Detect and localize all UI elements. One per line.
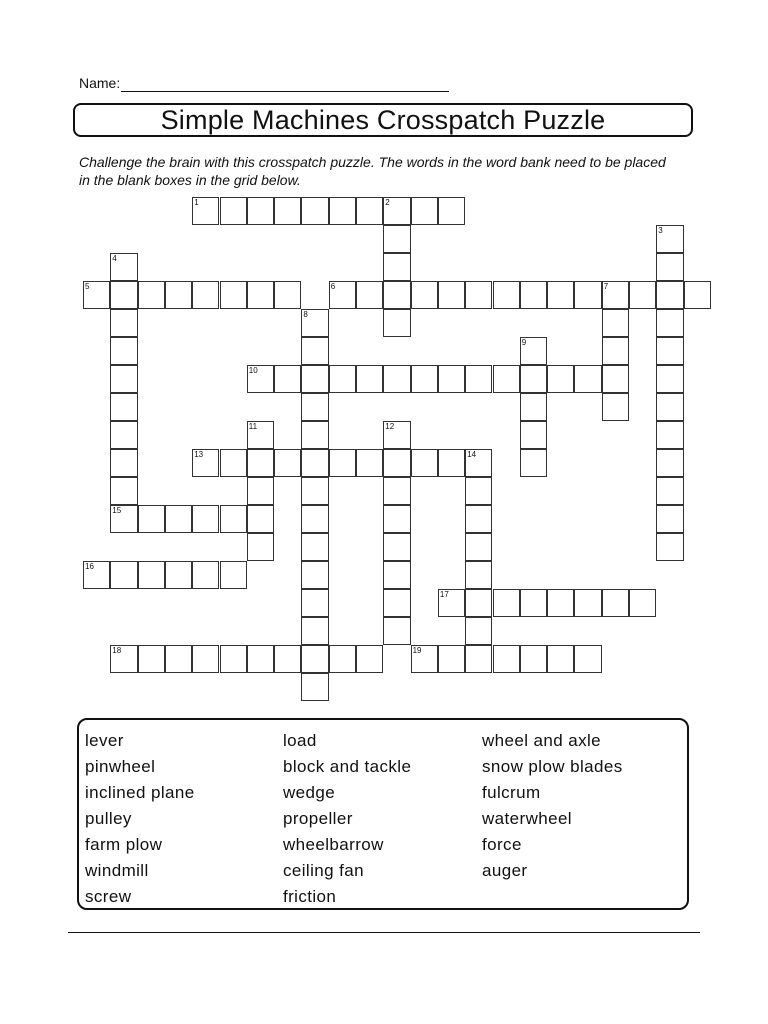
clue-number: 3 — [658, 226, 663, 235]
word-bank-item: propeller — [283, 809, 353, 828]
word-bank-item: wedge — [283, 783, 336, 802]
word-bank-item: lever — [85, 731, 124, 750]
grid-cell[interactable] — [329, 365, 356, 393]
grid-cell[interactable] — [629, 281, 656, 309]
page-title: Simple Machines Crosspatch Puzzle — [160, 104, 606, 135]
word-bank-item: waterwheel — [482, 809, 572, 828]
grid-cell[interactable] — [438, 281, 465, 309]
grid-cell[interactable] — [465, 645, 492, 673]
grid-cell[interactable] — [247, 645, 274, 673]
clue-number: 9 — [521, 338, 527, 347]
clue-number: 11 — [248, 422, 258, 431]
grid-cell[interactable] — [247, 505, 274, 533]
grid-cell[interactable] — [247, 477, 274, 505]
grid-cell[interactable] — [220, 281, 247, 309]
clue-number: 7 — [603, 282, 609, 291]
grid-cell[interactable] — [301, 561, 328, 589]
word-bank-item: farm plow — [85, 835, 163, 854]
grid-cell[interactable] — [247, 281, 274, 309]
clue-number: 17 — [439, 590, 449, 599]
grid-cell[interactable] — [520, 645, 547, 673]
grid-cell[interactable] — [301, 617, 328, 645]
grid-cell[interactable] — [520, 589, 547, 617]
grid-cell[interactable] — [547, 645, 574, 673]
grid-cell[interactable] — [110, 561, 137, 589]
grid-cell[interactable] — [110, 449, 137, 477]
grid-cell[interactable] — [493, 589, 520, 617]
word-bank-item: ceiling fan — [283, 861, 364, 880]
grid-cell[interactable] — [301, 197, 328, 225]
grid-cell[interactable] — [684, 281, 711, 309]
grid-cell[interactable] — [383, 589, 410, 617]
grid-cell[interactable] — [656, 281, 683, 309]
grid-cell[interactable] — [574, 589, 601, 617]
grid-cell[interactable] — [247, 449, 274, 477]
grid-cell[interactable] — [602, 365, 629, 393]
word-bank-item: pulley — [85, 809, 132, 828]
grid-cell[interactable] — [438, 197, 465, 225]
grid-cell[interactable] — [329, 197, 356, 225]
grid-cell[interactable] — [602, 309, 629, 337]
grid-cell[interactable] — [329, 449, 356, 477]
grid-cell[interactable] — [383, 225, 410, 253]
grid-cell[interactable] — [247, 197, 274, 225]
grid-cell[interactable] — [274, 281, 301, 309]
grid-cell[interactable] — [383, 449, 410, 477]
grid-cell[interactable] — [465, 505, 492, 533]
grid-cell[interactable] — [520, 281, 547, 309]
grid-cell[interactable] — [110, 477, 137, 505]
grid-cell[interactable] — [411, 281, 438, 309]
clue-number: 4 — [112, 254, 117, 263]
grid-cell[interactable] — [110, 281, 137, 309]
grid-cell[interactable] — [329, 645, 356, 673]
grid-cell[interactable] — [383, 617, 410, 645]
grid-cell[interactable] — [547, 365, 574, 393]
clue-number: 12 — [385, 422, 395, 431]
word-bank-item: friction — [283, 887, 337, 906]
grid-cell[interactable] — [574, 365, 601, 393]
grid-cell[interactable] — [465, 589, 492, 617]
grid-cell[interactable] — [656, 337, 683, 365]
grid-cell[interactable] — [356, 365, 383, 393]
grid-cell[interactable] — [165, 505, 192, 533]
grid-cell[interactable] — [165, 561, 192, 589]
grid-cell[interactable] — [301, 337, 328, 365]
grid-cell[interactable] — [602, 393, 629, 421]
grid-cell[interactable] — [301, 449, 328, 477]
grid-cell[interactable] — [465, 365, 492, 393]
grid-cell[interactable] — [602, 589, 629, 617]
grid-cell[interactable] — [547, 281, 574, 309]
grid-cell[interactable] — [520, 393, 547, 421]
grid-cell[interactable] — [438, 365, 465, 393]
grid-cell[interactable] — [656, 393, 683, 421]
grid-cell[interactable] — [301, 673, 328, 701]
grid-cell[interactable] — [356, 645, 383, 673]
grid-cell[interactable] — [165, 281, 192, 309]
grid-cell[interactable] — [274, 645, 301, 673]
grid-cell[interactable] — [192, 561, 219, 589]
grid-cell[interactable] — [656, 449, 683, 477]
name-label: Name: — [79, 75, 121, 91]
clue-number: 18 — [112, 646, 122, 655]
grid-cell[interactable] — [438, 645, 465, 673]
grid-cell[interactable] — [110, 365, 137, 393]
grid-cell[interactable] — [274, 449, 301, 477]
grid-cell[interactable] — [629, 589, 656, 617]
grid-cell[interactable] — [411, 197, 438, 225]
grid-cell[interactable] — [301, 393, 328, 421]
footer-rule — [68, 932, 700, 933]
grid-cell[interactable] — [274, 365, 301, 393]
grid-cell[interactable] — [520, 421, 547, 449]
word-bank — [77, 718, 689, 910]
clue-number: 15 — [112, 506, 122, 515]
grid-cell[interactable] — [383, 253, 410, 281]
word-bank-column-2 — [283, 728, 411, 910]
grid-cell[interactable] — [493, 281, 520, 309]
word-bank-item: screw — [85, 887, 132, 906]
clue-number: 16 — [85, 562, 94, 571]
grid-cell[interactable] — [438, 449, 465, 477]
grid-cell[interactable] — [656, 477, 683, 505]
grid-cell[interactable] — [574, 281, 601, 309]
grid-cell[interactable] — [465, 561, 492, 589]
grid-cell[interactable] — [656, 505, 683, 533]
word-bank-item: inclined plane — [85, 783, 195, 802]
grid-cell[interactable] — [220, 449, 247, 477]
grid-cell[interactable] — [493, 645, 520, 673]
grid-cell[interactable] — [110, 337, 137, 365]
clue-number: 10 — [248, 366, 258, 375]
grid-cell[interactable] — [383, 561, 410, 589]
grid-cell[interactable] — [465, 533, 492, 561]
grid-cell[interactable] — [602, 337, 629, 365]
grid-cell[interactable] — [220, 561, 247, 589]
grid-cell[interactable] — [301, 505, 328, 533]
grid-cell[interactable] — [138, 561, 165, 589]
word-bank-column-3 — [482, 728, 623, 884]
clue-number: 5 — [85, 282, 90, 291]
word-bank-item: wheelbarrow — [283, 835, 384, 854]
grid-cell[interactable] — [220, 505, 247, 533]
word-bank-column-1 — [85, 728, 195, 910]
grid-cell[interactable] — [520, 365, 547, 393]
grid-cell[interactable] — [301, 589, 328, 617]
grid-cell[interactable] — [411, 449, 438, 477]
grid-cell[interactable] — [383, 309, 410, 337]
grid-cell[interactable] — [520, 449, 547, 477]
clue-number: 14 — [467, 450, 477, 459]
grid-cell[interactable] — [465, 477, 492, 505]
clue-number: 8 — [303, 310, 308, 319]
grid-cell[interactable] — [656, 253, 683, 281]
clue-number: 1 — [194, 198, 199, 207]
instructions: Challenge the brain with this crosspatch puzzle. The words in the word bank need to be placed in the blank boxes in the grid below. — [79, 154, 666, 188]
grid-cell[interactable] — [138, 645, 165, 673]
grid-cell[interactable] — [656, 533, 683, 561]
grid-cell[interactable] — [411, 365, 438, 393]
grid-cell[interactable] — [383, 505, 410, 533]
grid-cell[interactable] — [493, 365, 520, 393]
grid-cell[interactable] — [192, 505, 219, 533]
word-bank-item: force — [482, 835, 522, 854]
grid-cell[interactable] — [656, 365, 683, 393]
clue-number: 13 — [194, 450, 204, 459]
grid-cell[interactable] — [220, 645, 247, 673]
clue-number: 2 — [385, 198, 390, 207]
grid-cell[interactable] — [356, 281, 383, 309]
word-bank-item: load — [283, 731, 317, 750]
grid-cell[interactable] — [356, 449, 383, 477]
grid-cell[interactable] — [547, 589, 574, 617]
word-bank-item: pinwheel — [85, 757, 156, 776]
grid-cell[interactable] — [383, 365, 410, 393]
grid-cell[interactable] — [383, 533, 410, 561]
grid-cell[interactable] — [274, 197, 301, 225]
grid-cell[interactable] — [465, 617, 492, 645]
clue-number: 19 — [412, 646, 422, 655]
grid-cell[interactable] — [465, 281, 492, 309]
grid-cell[interactable] — [192, 281, 219, 309]
grid-cell[interactable] — [138, 281, 165, 309]
grid-cell[interactable] — [574, 645, 601, 673]
grid-cell[interactable] — [356, 197, 383, 225]
grid-cell[interactable] — [301, 421, 328, 449]
word-bank-item: auger — [482, 861, 528, 880]
word-bank-item: fulcrum — [482, 783, 541, 802]
word-bank-item: block and tackle — [283, 757, 412, 776]
grid-cell[interactable] — [165, 645, 192, 673]
grid-cell[interactable] — [110, 421, 137, 449]
grid-cell[interactable] — [110, 309, 137, 337]
clue-number: 6 — [330, 282, 336, 291]
grid-cell[interactable] — [656, 421, 683, 449]
grid-cell[interactable] — [301, 477, 328, 505]
grid-cell[interactable] — [301, 533, 328, 561]
grid-cell[interactable] — [383, 281, 410, 309]
grid-cell[interactable] — [383, 477, 410, 505]
grid-cell[interactable] — [301, 645, 328, 673]
word-bank-item: snow plow blades — [482, 757, 623, 776]
grid-cell[interactable] — [220, 197, 247, 225]
grid-cell[interactable] — [247, 533, 274, 561]
grid-cell[interactable] — [301, 365, 328, 393]
grid-cell[interactable] — [656, 309, 683, 337]
word-bank-item: wheel and axle — [482, 731, 602, 750]
grid-cell[interactable] — [110, 393, 137, 421]
grid-cell[interactable] — [192, 645, 219, 673]
grid-cell[interactable] — [138, 505, 165, 533]
word-bank-item: windmill — [85, 861, 149, 880]
